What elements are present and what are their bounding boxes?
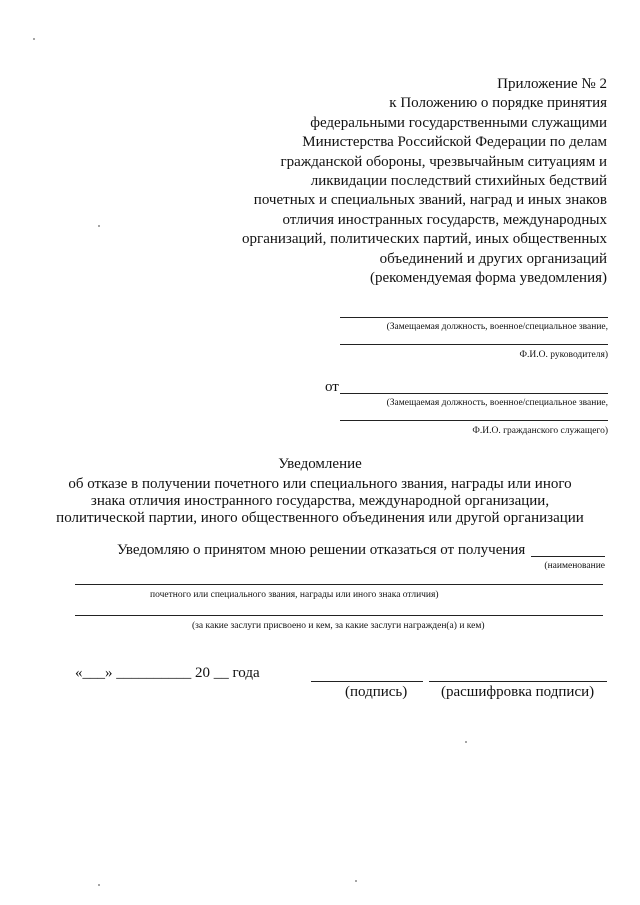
from-label: от: [325, 379, 339, 395]
decoding-caption: (расшифровка подписи): [441, 684, 595, 700]
notice-subtitle-line: об отказе в получении почетного или специального звания, награды или иного: [68, 476, 572, 492]
from-line: [340, 420, 608, 421]
award-caption: почетного или специального звания, награды или иного знака отличия): [150, 590, 439, 600]
appendix-line: объединений и других организаций: [379, 250, 607, 267]
appendix-line: ликвидации последствий стихийных бедствий: [310, 173, 607, 190]
signature-caption: (подпись): [345, 684, 408, 700]
to-line: [340, 317, 608, 318]
appendix-header: [187, 75, 607, 288]
notice-subtitle-line: политической партии, иного общественного объединения или другой организации: [56, 510, 584, 526]
scan-speck: [98, 225, 100, 227]
addressee-to: [340, 317, 608, 361]
appendix-line: Министерства Российской Федерации по делам: [302, 134, 607, 151]
to-caption-1: (Замещаемая должность, военное/специальное звание,: [386, 322, 608, 332]
name-line: [531, 556, 605, 557]
notice-subtitle-line: знака отличия иностранного государства, международной организации,: [90, 493, 550, 509]
to-caption-2: Ф.И.О. руководителя): [519, 350, 608, 360]
notice-title: Уведомление: [278, 456, 362, 472]
addressee-from: [340, 393, 608, 437]
from-caption-1: (Замещаемая должность, военное/специальное звание,: [386, 398, 608, 408]
to-line: [340, 344, 608, 345]
appendix-line: отличия иностранных государств, международных: [282, 211, 607, 228]
date-field: «___» __________ 20 __ года: [75, 665, 260, 681]
appendix-line: гражданской обороны, чрезвычайным ситуациям и: [280, 153, 607, 170]
from-line: [340, 393, 608, 394]
merit-line: [75, 615, 603, 616]
form-note: (рекомендуемая форма уведомления): [369, 270, 607, 287]
decoding-line: [429, 681, 607, 682]
appendix-line: организаций, политических партий, иных общественных: [242, 231, 607, 248]
scan-speck: [33, 38, 35, 40]
award-line: [75, 584, 603, 585]
scan-speck: [355, 880, 357, 882]
from-caption-2: Ф.И.О. гражданского служащего): [472, 426, 608, 436]
scan-speck: [98, 884, 100, 886]
signature-line: [311, 681, 423, 682]
scan-speck: [465, 741, 467, 743]
merit-caption: (за какие заслуги присвоено и кем, за какие заслуги награжден(а) и кем): [192, 621, 485, 631]
appendix-number: Приложение № 2: [497, 76, 607, 92]
appendix-line: к Положению о порядке принятия: [389, 95, 607, 112]
appendix-line: федеральными государственными служащими: [310, 114, 607, 131]
notify-text: Уведомляю о принятом мною решении отказаться от получения: [117, 542, 526, 558]
name-caption: (наименование: [544, 561, 605, 571]
appendix-line: почетных и специальных званий, наград и иных знаков: [253, 192, 607, 209]
